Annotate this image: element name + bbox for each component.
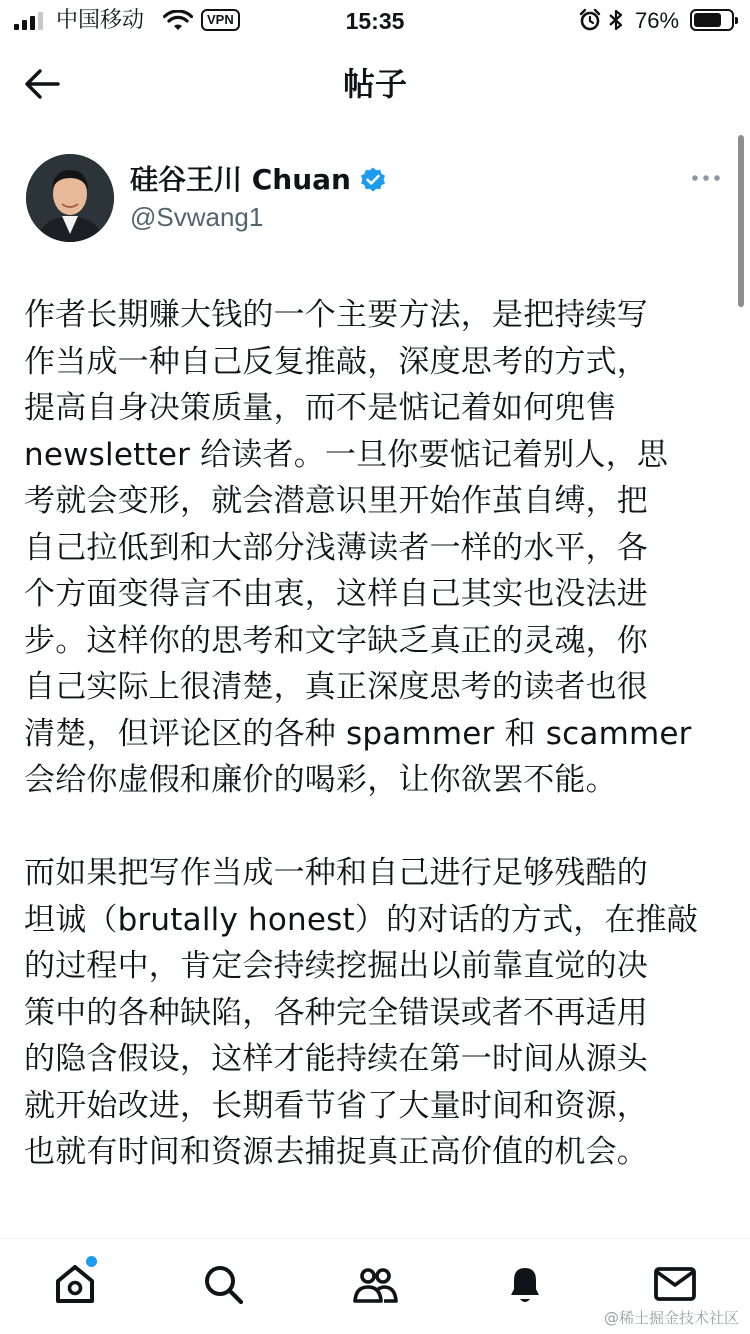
page-title: 帖子 — [342, 65, 407, 103]
verified-badge-icon — [359, 166, 387, 194]
author-name-row[interactable] — [130, 162, 387, 198]
top-bar — [0, 52, 750, 114]
notifications-bell-icon[interactable] — [500, 1259, 550, 1309]
alarm-icon — [578, 8, 602, 32]
author-name[interactable]: 硅谷王川 Chuan — [130, 163, 351, 196]
avatar[interactable] — [26, 154, 114, 242]
battery-level — [694, 13, 721, 27]
search-icon[interactable] — [198, 1259, 248, 1309]
clock: 15:35 — [345, 8, 405, 34]
scrollbar[interactable] — [738, 135, 744, 307]
battery-icon — [690, 9, 734, 31]
more-options-icon[interactable] — [690, 168, 722, 188]
status-bar — [0, 0, 750, 42]
author-handle[interactable]: @Svwang1 — [130, 202, 264, 232]
vpn-badge: VPN — [201, 9, 240, 31]
post-body-text: 作者长期赚大钱的一个主要方法，是把持续写 作当成一种自己反复推敲，深度思考的方式， 提高自身决策质量，而不是惦记着如何兜售 newsletter 给读者。一旦你要惦记着别人，思 考就会变形，就会潜意识里开始作茧自缚，把 自己拉低到和大部分浅薄读者一样的水平，各 个方面变得言不由衷，这样自己其实也没法进 步。这样你的思考和文字缺乏真正的灵魂，你 自己实际上很清楚，真正深度思考的读者也很 清楚，但评论区的各种 spammer 和 scammer 会给你虚假和廉价的喝彩，让你欲罢不能。 而如果把写作当成一种和自己进行足够残酷的 坦诚（brutally honest）的对话的方式，在推敲 的过程中，肯定会持续挖掘出以前靠直觉的决 策中的各种缺陷，各种完全错误或者不再适用 的隐含假设，这样才能持续在第一时间从源头 就开始改进，长期看节省了大量时间和资源， 也就有时间和资源去捕捉真正高价值的机会。 — [24, 297, 699, 1170]
carrier-name: 中国移动 — [56, 8, 145, 33]
new-posts-dot — [86, 1256, 97, 1267]
bluetooth-icon — [607, 8, 625, 32]
messages-mail-icon[interactable] — [650, 1259, 700, 1309]
communities-icon[interactable] — [350, 1259, 400, 1309]
watermark: @稀土掘金技术社区 — [604, 1309, 740, 1327]
battery-percentage: 76% — [635, 8, 680, 33]
avatar-photo-icon — [26, 154, 114, 242]
